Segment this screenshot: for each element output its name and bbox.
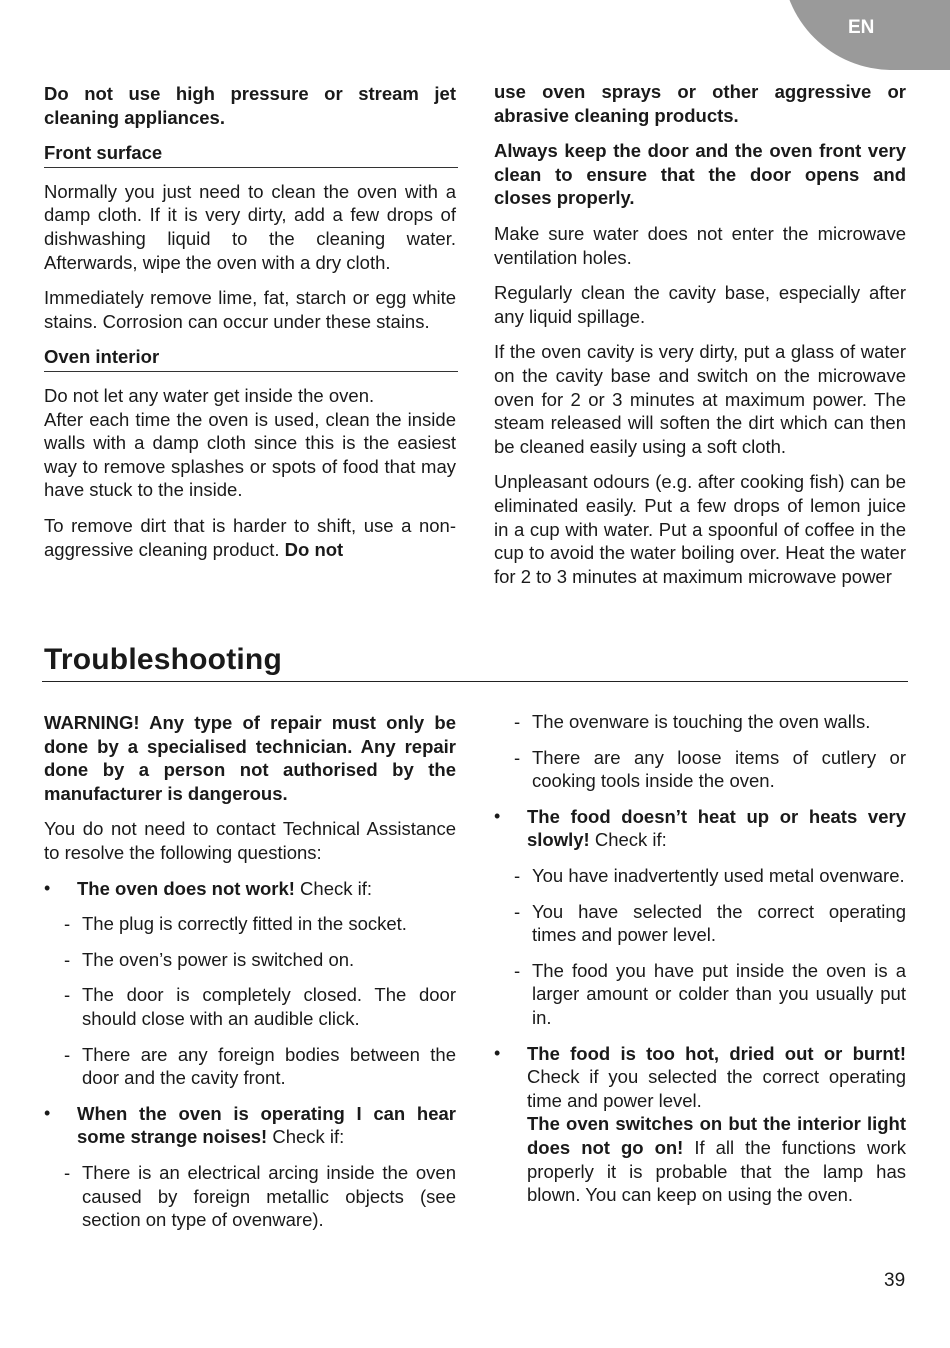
cavity-paragraph: Regularly clean the cavity base, especially after any liquid spillage. — [494, 282, 906, 327]
language-label: EN — [848, 17, 875, 38]
front-surface-paragraph-1: Normally you just need to clean the oven with a damp cloth. If it is very dirty, add a few drops of dishwashing liquid to the cleaning water. Afterwards, wipe the oven with a dry cloth. — [44, 180, 456, 273]
troubleshooting-intro: You do not need to contact Technical Assistance to resolve the following questions: — [44, 818, 456, 863]
question-1-text: The oven does not work! — [77, 877, 295, 899]
list-item: - The oven’s power is switched on. — [64, 948, 355, 970]
question-food-not-heat — [494, 805, 906, 852]
list-item-text: The oven’s power is switched on. — [82, 948, 355, 970]
list-item-text: You have selected the correct operating times and power level. — [532, 900, 906, 946]
list-item: - The plug is correctly fitted in the socket. — [64, 913, 407, 935]
list-item: - You have inadvertently used metal ovenware. — [514, 864, 905, 886]
odours-paragraph: Unpleasant odours (e.g. after cooking fish) can be eliminated easily. Put a few drops of lemon juice in a cup with water. Put a spoonful of coffee in the cup to avoid the water boiling over. Heat the water for 2 to 3 minutes at maximum microwave power — [494, 471, 906, 587]
front-surface-paragraph-2: Immediately remove lime, fat, starch or egg white stains. Corrosion can occur under these stains. — [44, 287, 456, 332]
list-item-text: The ovenware is touching the oven walls. — [532, 711, 871, 732]
interior-paragraph-2 — [44, 514, 456, 561]
interior-paragraph-2-bold: Do not — [284, 538, 344, 560]
question-2-text: When the oven is operating I can hear some strange noises! — [77, 1102, 456, 1148]
question-3-text: The food doesn’t heat up or heats very slowly! — [527, 805, 906, 851]
question-oven-not-work — [44, 877, 456, 901]
list-item-text: The door is completely closed. The door should close with an audible click. — [82, 984, 456, 1029]
list-item: - You have selected the correct operating times and power level. — [514, 900, 906, 946]
check-if-label: Check if: — [294, 877, 373, 899]
bullet-icon: • — [44, 877, 51, 898]
pressure-warning: Do not use high pressure or stream jet cleaning appliances. — [44, 83, 456, 128]
list-item-text: There are any loose items of cutlery or cooking tools inside the oven. — [532, 746, 906, 792]
bullet-icon: • — [44, 1102, 51, 1123]
ventilation-paragraph: Make sure water does not enter the microwave ventilation holes. — [494, 222, 906, 268]
question-4-answer: Check if you selected the correct operating time and power level. — [527, 1066, 906, 1111]
dirty-cavity-paragraph: If the oven cavity is very dirty, put a glass of water on the cavity base and switch on the microwave oven for 2 or 3 minutes at maximum power. The steam released will soften the dirt which can then be cleaned easily using a soft cloth. — [494, 341, 906, 457]
interior-paragraph-2-text: To remove dirt that is harder to shift, use a non-aggressive cleaning product. — [44, 514, 456, 560]
repair-warning: WARNING! Any type of repair must only be done by a specialised technician. Any repair done by a person not authorised by the manufacturer is dangerous. — [44, 712, 456, 804]
list-item-text: There are any foreign bodies between the door and the cavity front. — [82, 1043, 456, 1089]
list-item: - The ovenware is touching the oven walls. — [514, 711, 871, 732]
interior-paragraph-1a: Do not let any water get inside the oven. — [44, 384, 375, 406]
front-surface-heading: Front surface — [44, 141, 458, 168]
question-strange-noises — [44, 1102, 456, 1149]
left-column-troubleshooting — [44, 711, 456, 1244]
list-item: - The door is completely closed. The door should close with an audible click. — [64, 984, 456, 1029]
bullet-icon: • — [494, 805, 501, 826]
page-number: 39 — [884, 1270, 906, 1291]
list-item-text: The food you have put inside the oven is a larger amount or colder than you usually put in. — [532, 959, 906, 1028]
right-column-cleaning — [494, 80, 906, 600]
list-item-text: There is an electrical arcing inside the oven caused by foreign metallic objects (see section on type of ovenware). — [82, 1161, 456, 1231]
right-column-troubleshooting — [494, 710, 906, 1219]
question-5-text: The oven switches on but the interior light does not go on! — [527, 1113, 906, 1158]
bullet-icon: • — [494, 1042, 501, 1063]
oven-interior-heading: Oven interior — [44, 345, 458, 372]
list-item-text: The plug is correctly fitted in the socket. — [82, 913, 407, 935]
question-4-text: The food is too hot, dried out or burnt! — [527, 1042, 906, 1064]
list-item-text: You have inadvertently used metal ovenware. — [532, 864, 905, 886]
troubleshooting-title: Troubleshooting — [44, 643, 282, 676]
list-item: - The food you have put inside the oven is a larger amount or colder than you usually put in. — [514, 959, 906, 1028]
question-food-too-hot — [494, 1042, 906, 1207]
left-column-cleaning — [44, 82, 456, 573]
list-item: - There are any foreign bodies between the door and the cavity front. — [64, 1043, 456, 1089]
question-5-answer: If all the functions work properly it is probable that the lamp has blown. You can keep on using the oven. — [527, 1136, 906, 1206]
aggressive-products-warning: use oven sprays or other aggressive or abrasive cleaning products. — [494, 81, 906, 126]
list-item: - There are any loose items of cutlery or cooking tools inside the oven. — [514, 746, 906, 792]
interior-paragraph-1b: After each time the oven is used, clean the inside walls with a damp cloth since this is the easiest way to remove splashes or spots of food that may have stuck to the inside. — [44, 408, 456, 501]
door-warning: Always keep the door and the oven front very clean to ensure that the door opens and closes properly. — [494, 140, 906, 209]
list-item: - There is an electrical arcing inside the oven caused by foreign metallic objects (see section on type of ovenware). — [64, 1161, 456, 1231]
troubleshooting-divider — [42, 681, 908, 682]
check-if-label: Check if: — [267, 1126, 345, 1148]
check-if-label: Check if: — [589, 829, 667, 851]
